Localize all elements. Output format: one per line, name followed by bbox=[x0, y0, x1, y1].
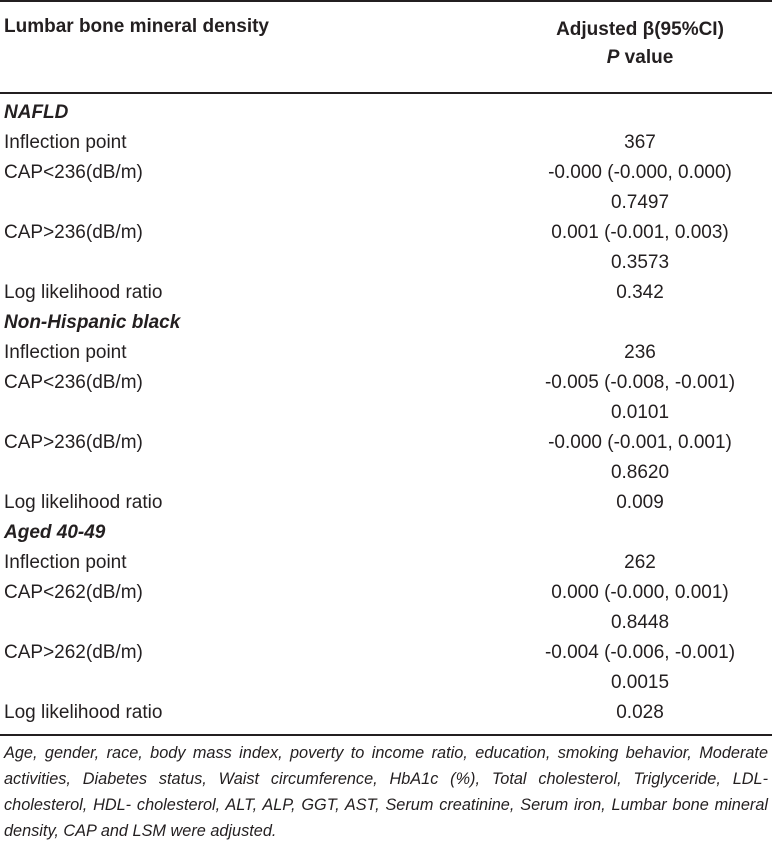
section-row bbox=[0, 518, 772, 548]
section-title: Aged 40-49 bbox=[4, 522, 106, 543]
row-label: CAP<262(dB/m) bbox=[4, 582, 143, 603]
section-row bbox=[0, 308, 772, 338]
section-row bbox=[0, 98, 772, 128]
row-value: 262 bbox=[624, 552, 656, 573]
row-label: CAP>236(dB/m) bbox=[4, 432, 143, 453]
row-p-value: 0.8448 bbox=[610, 612, 670, 633]
row-label: CAP<236(dB/m) bbox=[4, 372, 143, 393]
table-row-p bbox=[0, 458, 772, 488]
table-row-p bbox=[0, 248, 772, 278]
row-value: 0.000 (-0.000, 0.001) bbox=[551, 582, 729, 603]
table-footnote: Age, gender, race, body mass index, poverty to income ratio, education, smoking behavior, Moderate activities, Diabetes status, Waist circumference, HbA1c (%), Total cholesterol, Triglyceride, LDL- cholesterol, HDL- cholesterol, ALT, ALP, GGT, AST, Serum creatinine, Serum iron, Lumbar bone mineral density, CAP and LSM were adjusted. bbox=[4, 744, 768, 840]
row-value: 0.028 bbox=[616, 702, 664, 723]
table-row-p bbox=[0, 608, 772, 638]
row-p-value: 0.7497 bbox=[610, 192, 670, 213]
row-label: Log likelihood ratio bbox=[4, 492, 163, 513]
row-value: 0.001 (-0.001, 0.003) bbox=[551, 222, 729, 243]
header-p-word: value bbox=[619, 47, 674, 68]
row-label: CAP<236(dB/m) bbox=[4, 162, 143, 183]
header-rule bbox=[0, 92, 772, 94]
table-row bbox=[0, 368, 772, 398]
table-row bbox=[0, 158, 772, 188]
table-row bbox=[0, 338, 772, 368]
row-p-value: 0.8620 bbox=[610, 462, 670, 483]
row-value: -0.004 (-0.006, -0.001) bbox=[544, 642, 736, 663]
table-row bbox=[0, 278, 772, 308]
row-label: CAP>262(dB/m) bbox=[4, 642, 143, 663]
section-title: Non-Hispanic black bbox=[4, 312, 181, 333]
table-row-p bbox=[0, 188, 772, 218]
top-rule bbox=[0, 0, 772, 2]
bottom-rule bbox=[0, 734, 772, 736]
table-row bbox=[0, 578, 772, 608]
row-label: Inflection point bbox=[4, 552, 127, 573]
table-row-p bbox=[0, 668, 772, 698]
row-label: Inflection point bbox=[4, 132, 127, 153]
header-effect bbox=[510, 16, 770, 72]
header-outcome: Lumbar bone mineral density bbox=[4, 16, 269, 37]
row-value: 236 bbox=[624, 342, 656, 363]
section-title: NAFLD bbox=[4, 102, 69, 123]
header-p-letter: P bbox=[606, 47, 620, 68]
row-label: Log likelihood ratio bbox=[4, 702, 163, 723]
row-label: CAP>236(dB/m) bbox=[4, 222, 143, 243]
row-p-value: 0.3573 bbox=[610, 252, 670, 273]
row-value: -0.000 (-0.000, 0.000) bbox=[548, 162, 732, 183]
row-value: -0.000 (-0.001, 0.001) bbox=[548, 432, 732, 453]
row-label: Inflection point bbox=[4, 342, 127, 363]
table-row bbox=[0, 218, 772, 248]
header-effect-line2 bbox=[510, 44, 770, 72]
table-row bbox=[0, 698, 772, 728]
row-value: 0.342 bbox=[616, 282, 664, 303]
row-p-value: 0.0015 bbox=[610, 672, 670, 693]
table-row bbox=[0, 638, 772, 668]
table-row bbox=[0, 128, 772, 158]
row-value: -0.005 (-0.008, -0.001) bbox=[544, 372, 736, 393]
table-row bbox=[0, 488, 772, 518]
header-effect-line1: Adjusted β(95%CI) bbox=[556, 19, 724, 40]
row-value: 367 bbox=[624, 132, 656, 153]
table-row bbox=[0, 428, 772, 458]
table-row bbox=[0, 548, 772, 578]
table-row-p bbox=[0, 398, 772, 428]
row-p-value: 0.0101 bbox=[610, 402, 670, 423]
table-body bbox=[0, 98, 772, 728]
row-value: 0.009 bbox=[616, 492, 664, 513]
row-label: Log likelihood ratio bbox=[4, 282, 163, 303]
